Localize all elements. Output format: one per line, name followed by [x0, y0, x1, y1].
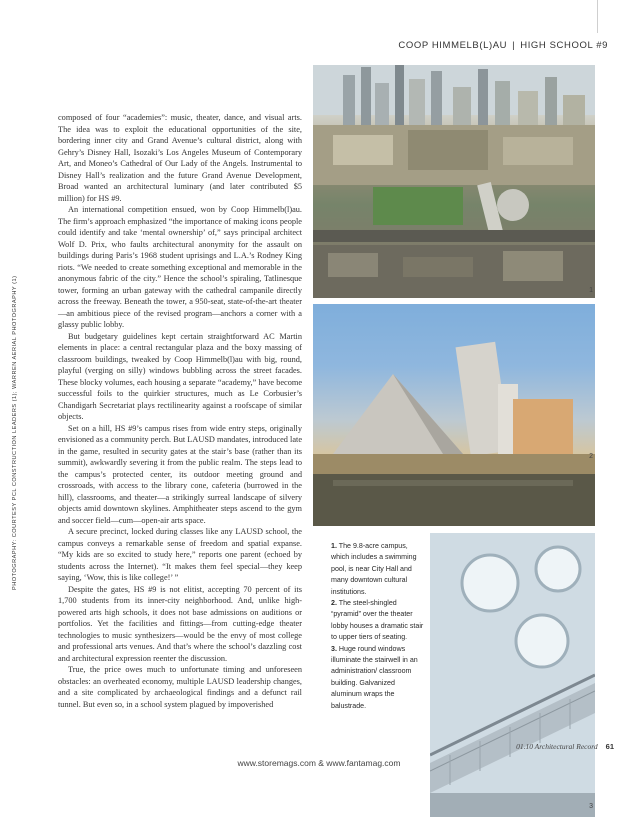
source-watermark: www.storemags.com & www.fantamag.com	[237, 758, 401, 768]
page-number: 61	[605, 742, 614, 751]
photo-credit: PHOTOGRAPHY: COURTESY PCL CONSTRUCTION LEADERS (1); WARREN AERIAL PHOTOGRAPHY (1)	[12, 275, 18, 590]
aerial-campus-photo	[313, 65, 595, 298]
magazine-issue: 01.10 Architectural Record	[516, 742, 598, 751]
photo-number: 1	[589, 287, 593, 294]
stairwell-photo	[430, 533, 595, 817]
body-paragraph: Despite the gates, HS #9 is not elitist, accepting 70 percent of its 1,700 students from its inner-city neighborhood. And, unlike high-powered arts high schools, it does not base admissions on auditions or portfolios. Yet the facilities and fittings—from cutting-edge theater technologies to music synthesizers—would be the envy of most college and professional arts venues. And that’s where the school’s dazzling cost and architectural expression reenter the discussion.	[58, 584, 302, 663]
pyramid-tower-illustration	[313, 304, 595, 526]
article-body	[58, 112, 302, 710]
caption-item	[331, 541, 425, 598]
theater-pyramid-photo	[313, 304, 595, 526]
body-paragraph: An international competition ensued, won by Coop Himmelb(l)au. The firm’s approach emphasized “the importance of making icons people could identify and take ‘mental ownership’ of,” says principal architect Wolf D. Prix, who faults architectural anonymity for the assault on buildings during Paris’s 1968 student uprisings and L.A.’s Rodney King riots. “We needed to create something exceptional and memorable in the anonymous fabric of the city.” Hence the school’s spiraling, Tatlinesque tower, forming an urban gateway with the cathedral campanile directly across the freeway. Beneath the tower, a 950-seat, state-of-the-art theater—an ambitious piece of the revised program—anchors a corner with a glassy public lobby.	[58, 205, 302, 329]
body-paragraph: But budgetary guidelines kept certain straightforward AC Martin elements in place: a central rectangular plaza and the boxy massing of classroom buildings, tweaked by Coop Himmelb(l)au with big, round, playful (verging on silly) windows bubbling across the street facades. These blocky volumes, each housing a separate “academy,” have become successful foils to the quirkier structures, much as Le Corbusier’s Chandigarh Secretariat plays rectilinearity against a roofscape of similar objects.	[58, 331, 302, 421]
caption-item	[331, 644, 425, 712]
top-divider-line	[597, 0, 598, 33]
caption-text: Huge round windows illuminate the stairwell in an administration/ classroom building. Galvanized aluminum wraps the balustrade.	[331, 644, 418, 710]
caption-number: 2.	[331, 599, 337, 608]
caption-item	[331, 598, 425, 644]
body-paragraph: True, the price owes much to unfortunate timing and unforeseen obstacles: an overheated economy, multiple LAUSD leadership changes, and a site complicated by archaeological findings and a defunct rail tunnel. But even so, in a school system plagued by impoverished	[58, 665, 302, 709]
caption-text: The steel-shingled “pyramid” over the theater lobby houses a dramatic stair to upper tiers of seating.	[331, 599, 424, 642]
photo-number: 2	[589, 453, 593, 460]
header-separator: |	[512, 40, 516, 51]
body-paragraph: composed of four “academies”: music, theater, dance, and visual arts. The idea was to exploit the educational opportunities of the site, bordering inner city and Grand Avenue’s cultural district, along with Gehry’s Disney Hall, Isozaki’s Los Angeles Museum of Contemporary Art, and Moneo’s Cathedral of Our Lady of the Angels. Instrumental to Disney Hall’s realization and the future Grand Avenue Development, Broad wanted an architectural luminary (and later contributed $5 million) for HS #9.	[58, 113, 302, 203]
caption-number: 3.	[331, 644, 337, 653]
running-header	[398, 40, 608, 51]
header-topic: HIGH SCHOOL #9	[520, 40, 608, 51]
caption-number: 1.	[331, 542, 337, 550]
header-section: COOP HIMMELB(L)AU	[398, 40, 508, 51]
photo-captions	[331, 541, 425, 712]
photo-number: 3	[589, 803, 593, 810]
stairwell-illustration	[430, 533, 595, 817]
page-footer	[516, 742, 614, 751]
body-paragraph: Set on a hill, HS #9’s campus rises from wide entry steps, originally envisioned as a community perch. But LAUSD mandates, introduced late in the game, resulted in security gates at the stair’s base (rather than its summit), awkwardly severing it from the public realm. The steps lead to the campus’s protected center, its outdoor meeting ground and crossroads, with access to the library cone, cafeteria (burrowed in the hill), classrooms, and theater—a strikingly surreal landscape of silvery objects amid downtown skylines. Amphitheater steps ascend to the gym and soccer field—cum—open-air arts space.	[58, 423, 303, 525]
aerial-campus-illustration	[313, 65, 595, 298]
body-paragraph: A secure precinct, locked during classes like any LAUSD school, the campus conveys a remarkable sense of freedom and spatial expanse. “My kids are so excited to study here,” reports one parent (echoed by students across the Internet). “It makes them feel special—they keep saying, ‘Wow, this is like college!’ ”	[58, 527, 302, 582]
caption-text: The 9.8-acre campus, which includes a swimming pool, is near City Hall and many downtown cultural institutions.	[331, 542, 417, 596]
